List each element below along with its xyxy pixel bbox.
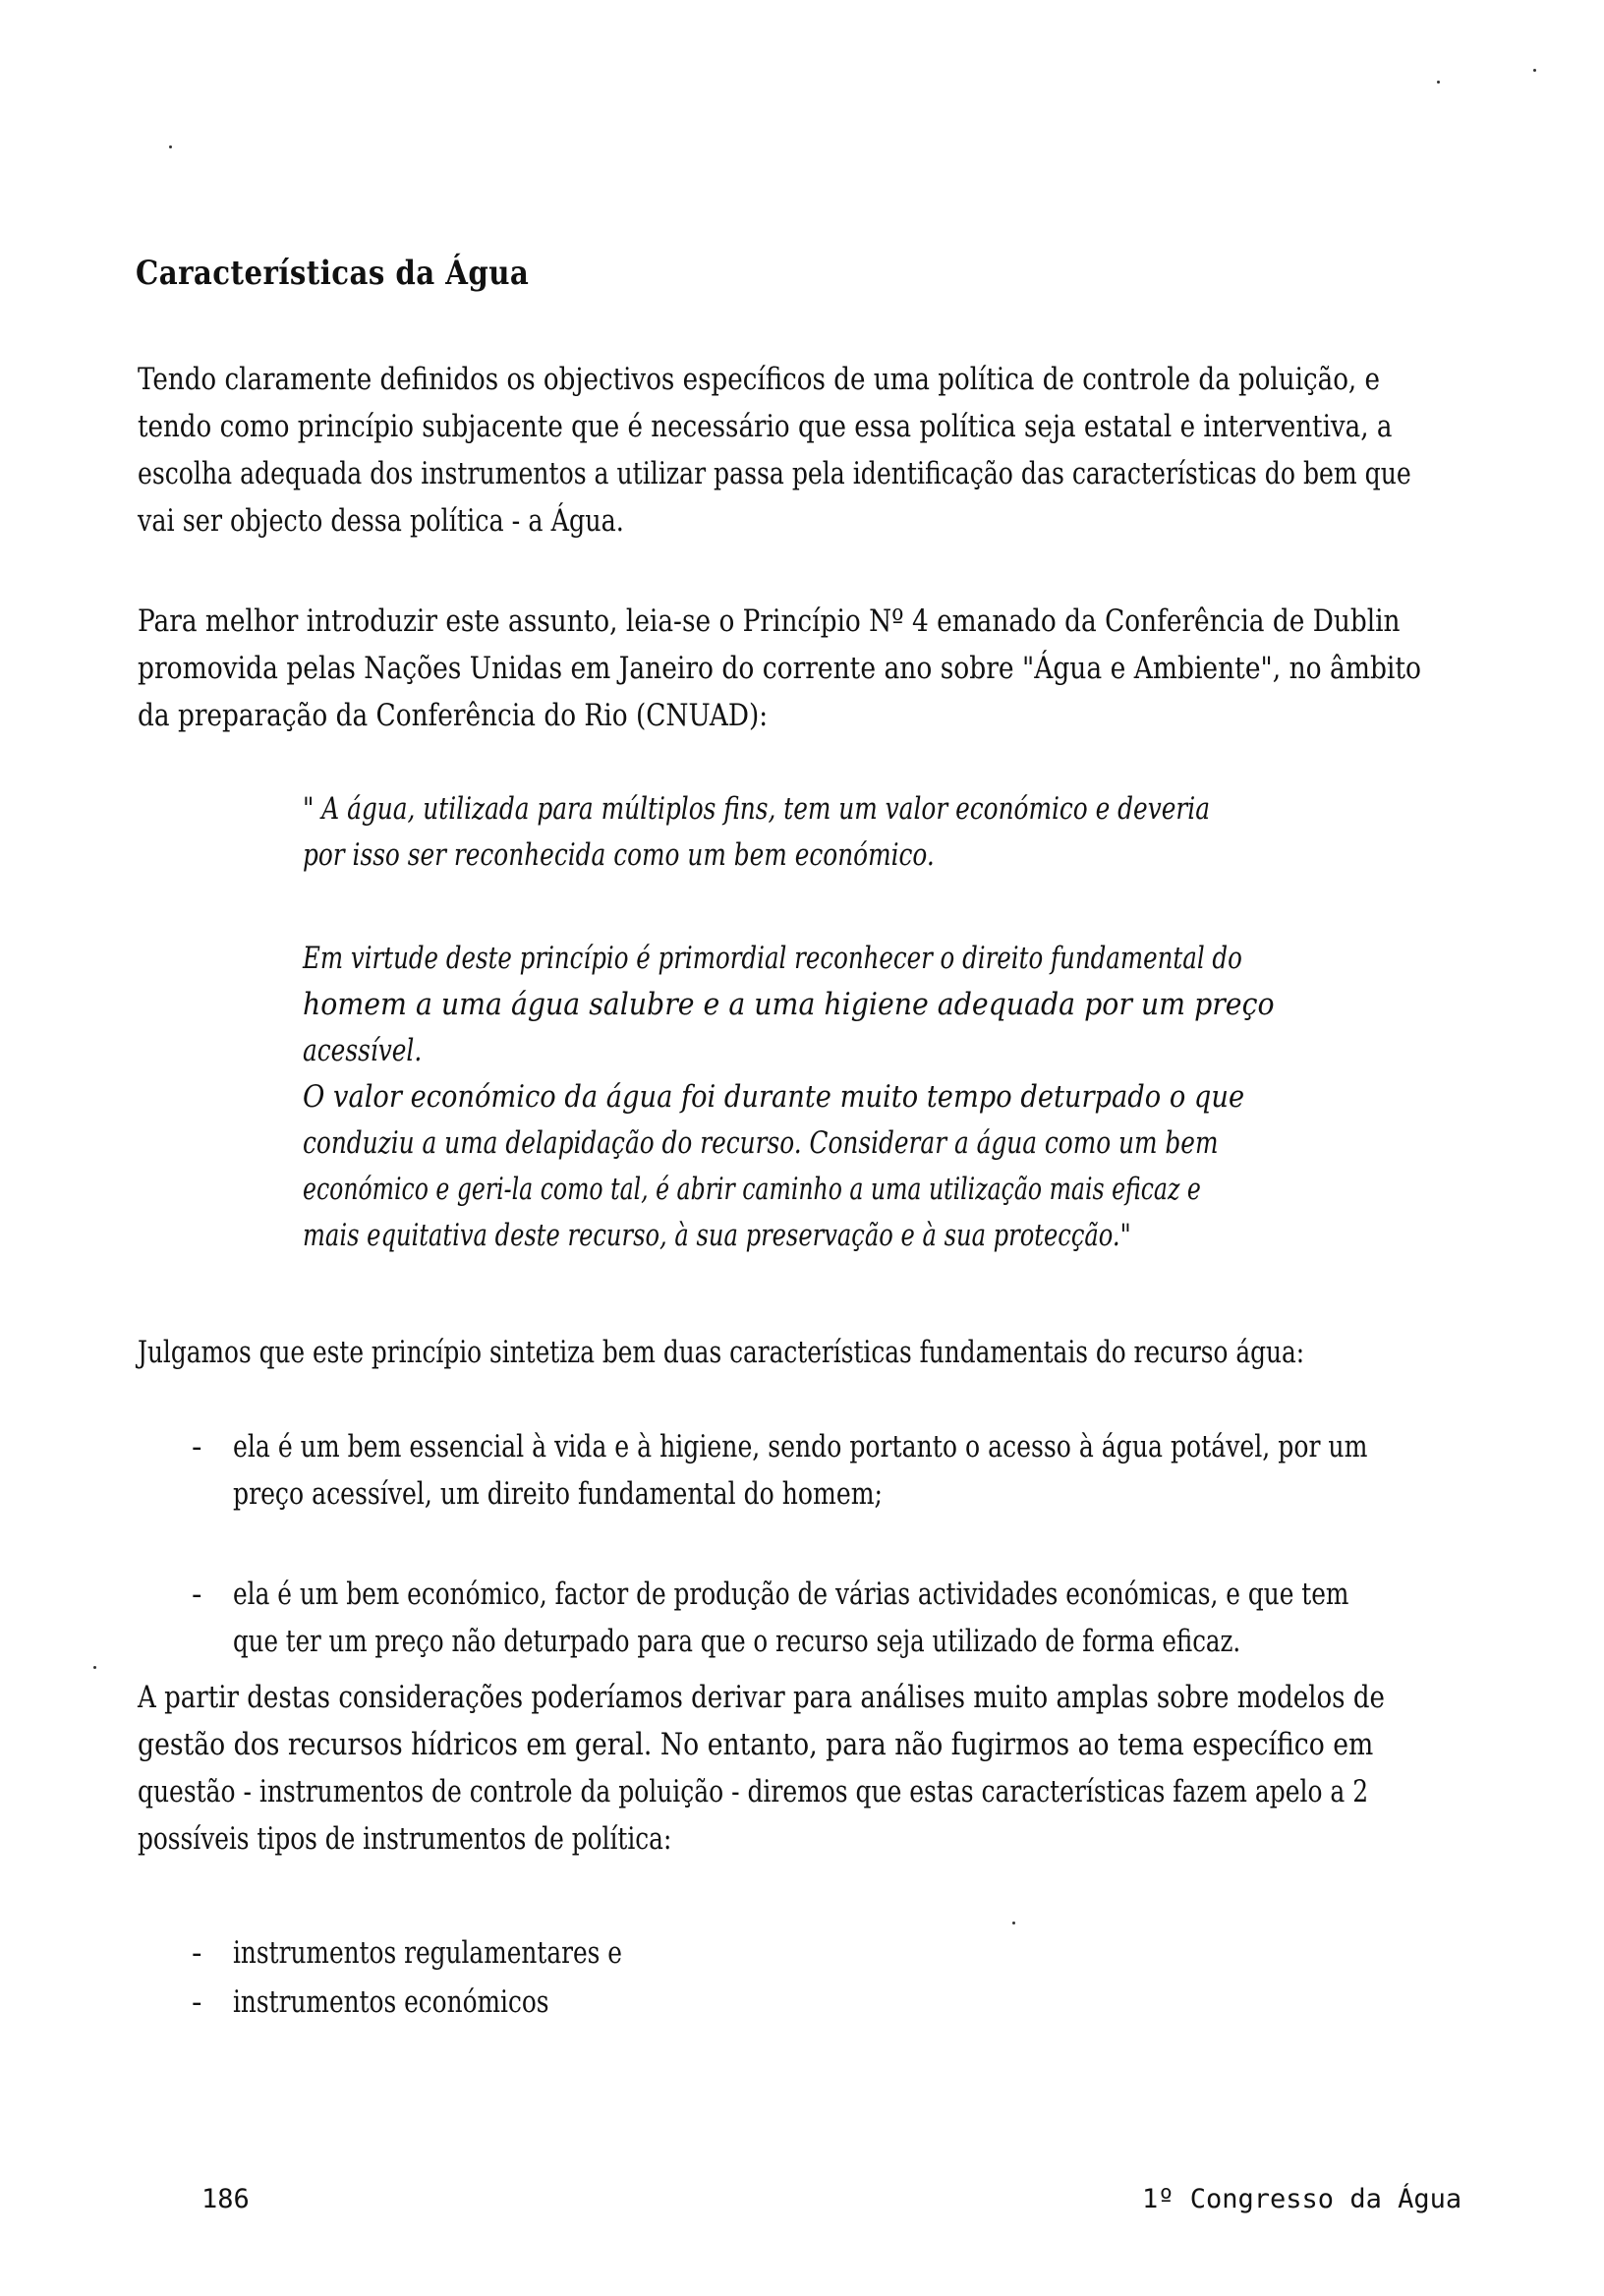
- text-line: tendo como princípio subjacente que é necessário que essa política seja estatal e interventiva, a: [138, 409, 1393, 444]
- text-line: possíveis tipos de instrumentos de política:: [138, 1821, 672, 1857]
- bullet-dash: -: [192, 1429, 202, 1464]
- text-line: promovida pelas Nações Unidas em Janeiro do corrente ano sobre "Água e Ambiente", no âmbito: [138, 651, 1422, 686]
- list-item-text: instrumentos regulamentares e: [233, 1935, 622, 1971]
- quote-line: O valor económico da água foi durante muito tempo deturpado o que: [303, 1079, 1245, 1115]
- quote-line: " A água, utilizada para múltiplos fins, tem um valor económico e deveria: [303, 791, 1210, 827]
- bullet-dash: -: [192, 1984, 202, 2020]
- paragraph-considerations: [138, 1674, 1425, 1863]
- text-line: Tendo claramente definidos os objectivos específicos de uma política de controle da poluição, e: [138, 362, 1381, 397]
- text-line: escolha adequada dos instrumentos a utilizar passa pela identificação das características do bem que: [138, 456, 1411, 491]
- paragraph-objectives: [138, 356, 1425, 545]
- bullet-dash: -: [192, 1577, 202, 1612]
- scan-speck: [169, 145, 172, 148]
- text-line: Julgamos que este princípio sintetiza bem duas características fundamentais do recurso água:: [138, 1335, 1305, 1370]
- quote-block-rights: [303, 936, 1315, 1259]
- text-line: gestão dos recursos hídricos em geral. No entanto, para não fugirmos ao tema específico em: [138, 1727, 1374, 1762]
- quote-line: Em virtude deste princípio é primordial reconhecer o direito fundamental do: [303, 941, 1242, 976]
- quote-block-principle: [303, 786, 1315, 879]
- text-line: Para melhor introduzir este assunto, leia-se o Princípio Nº 4 emanado da Conferência de Dublin: [138, 603, 1401, 639]
- text-line: questão - instrumentos de controle da poluição - diremos que estas características fazem apelo a 2: [138, 1774, 1369, 1809]
- text-line: vai ser objecto dessa política - a Água.: [138, 503, 624, 539]
- quote-line: homem a uma água salubre e a uma higiene adequada por um preço: [303, 987, 1275, 1022]
- list-item-text: ela é um bem económico, factor de produção de várias actividades económicas, e que tem que ter um preço não deturpado para que o recurso seja utilizado de forma eficaz.: [233, 1577, 1349, 1659]
- list-item-text: instrumentos económicos: [233, 1984, 549, 2020]
- scan-speck: [93, 1666, 96, 1669]
- list-item-text: ela é um bem essencial à vida e à higiene, sendo portanto o acesso à água potável, por um preço acessível, um direito fundamental do homem;: [233, 1429, 1368, 1512]
- quote-line: acessível.: [303, 1033, 423, 1068]
- bullet-dash: -: [192, 1935, 202, 1971]
- text-line: A partir destas considerações poderíamos derivar para análises muito amplas sobre modelos de: [138, 1680, 1385, 1715]
- paragraph-dublin-principle: [138, 598, 1425, 739]
- quote-line: conduziu a uma delapidação do recurso. Considerar a água como um bem: [303, 1125, 1219, 1161]
- section-title: Características da Água: [136, 254, 530, 293]
- paragraph-synthesis: [138, 1329, 1425, 1376]
- publication-footer: 1º Congresso da Água: [1142, 2184, 1462, 2214]
- scan-speck: [1533, 69, 1536, 72]
- page-number: 186: [201, 2184, 250, 2214]
- quote-line: mais equitativa deste recurso, à sua preservação e à sua protecção.": [303, 1218, 1131, 1253]
- text-line: da preparação da Conferência do Rio (CNUAD):: [138, 698, 769, 733]
- scan-speck: [1437, 81, 1440, 84]
- scan-speck: [1012, 1922, 1015, 1924]
- quote-line: por isso ser reconhecida como um bem económico.: [303, 837, 935, 873]
- quote-line: económico e geri-la como tal, é abrir caminho a uma utilização mais eficaz e: [303, 1172, 1201, 1207]
